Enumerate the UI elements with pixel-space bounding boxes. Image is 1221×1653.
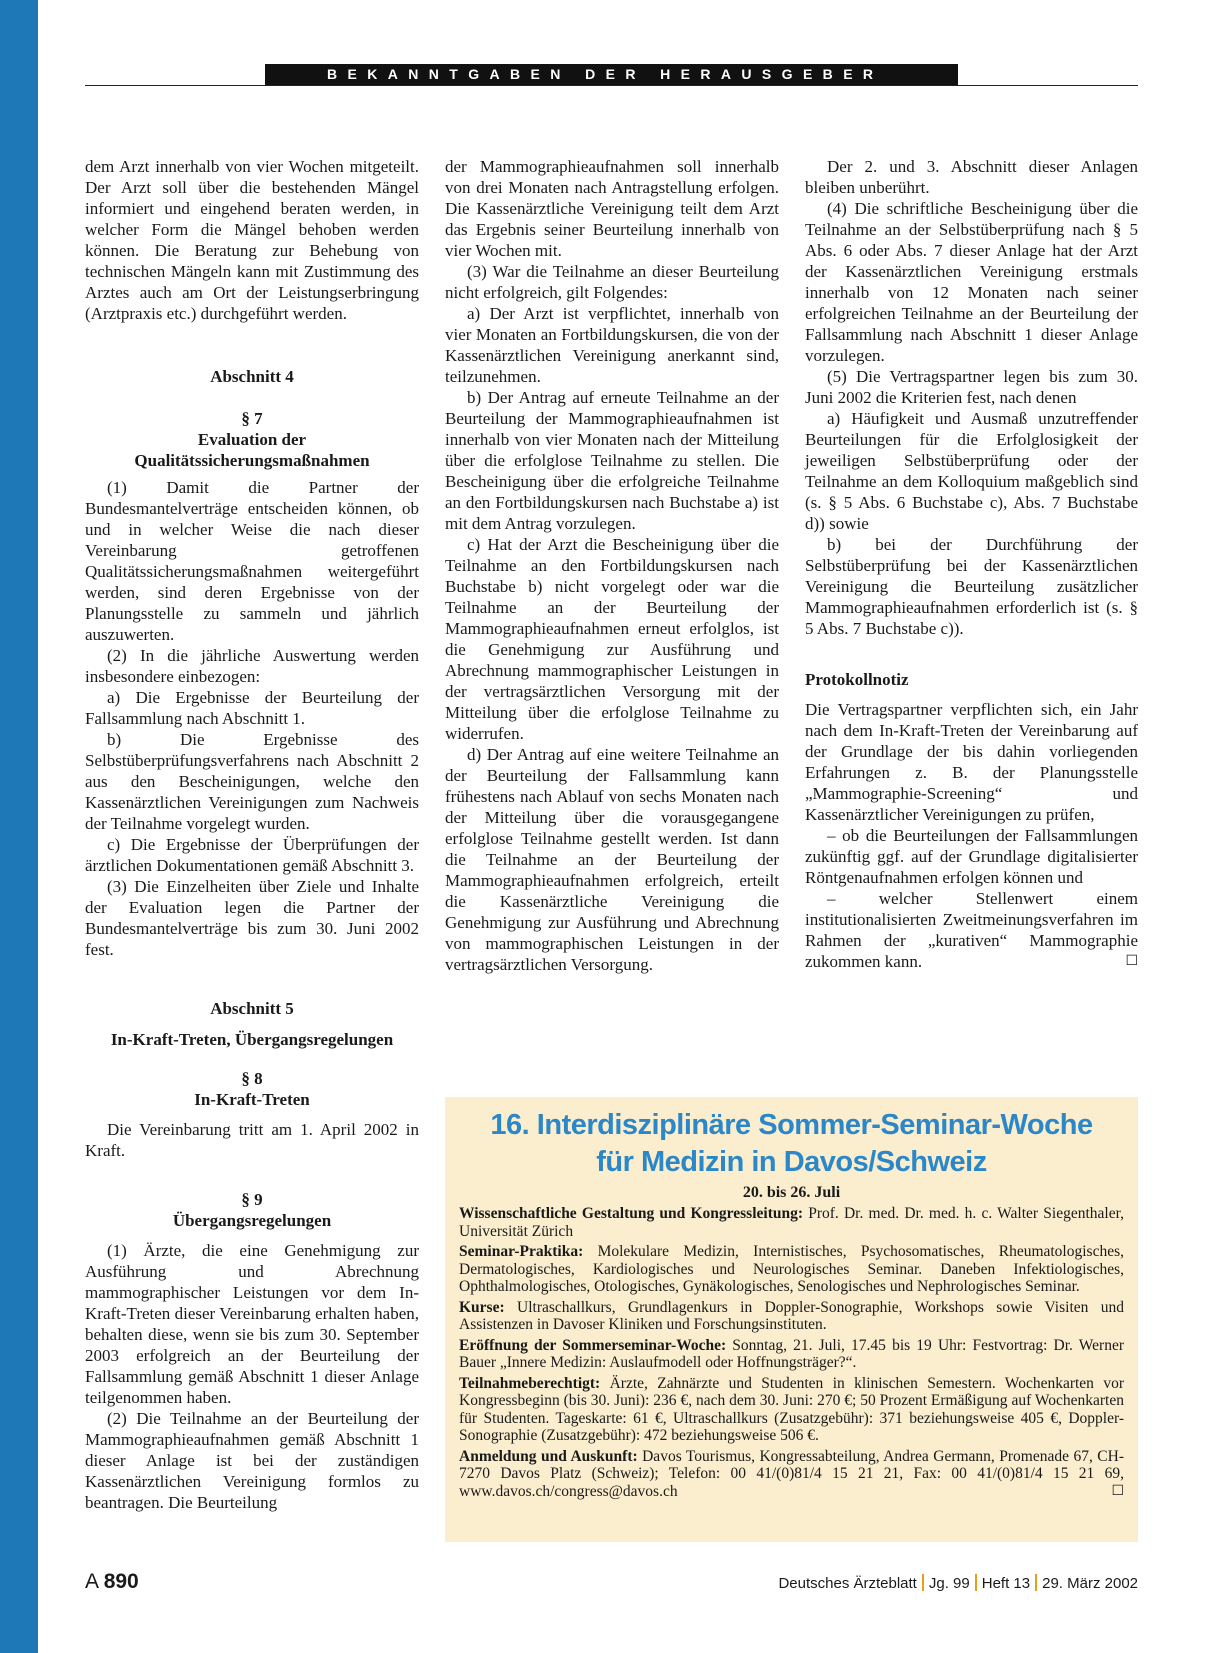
seminar-item [459,1337,1124,1372]
paragraph-text: – welcher Stellenwert einem institutionalisierten Zweitmeinungsverfahren im Rahmen der „kurativen“ Mammographie zukommen kann. [805,889,1138,971]
seminar-title-line2: für Medizin in Davos/Schweiz [596,1146,987,1178]
paragraph: dem Arzt innerhalb von vier Wochen mitgeteilt. Der Arzt soll über die bestehenden Mängel informiert und eingehend beraten werden, in welcher Form die Mängel behoben werden können. Die Beratung zur Behebung von technischen Mängeln kann mit Zustimmung des Arztes auch am Ort der Leistungserbringung (Arztpraxis etc.) durchgeführt werden. [85,157,419,323]
paragraph: (2) Die Teilnahme an der Beurteilung der Mammographieaufnahmen gemäß Abschnitt 1 dieser Anlage ist bei der zuständigen Kassenärztlichen Vereinigung formlos zu beantragen. Die Beurteilung [85,1409,419,1512]
seminar-item [459,1243,1124,1296]
page-prefix: A [85,1570,98,1593]
text-column-1 [85,156,419,1513]
section-heading: Abschnitt 4 [210,367,294,386]
text-column-3 [805,156,1138,972]
seminar-item-label: Wissenschaftliche Gestaltung und Kongressleitung: [459,1205,804,1222]
journal-issue: Heft 13 [981,1575,1031,1592]
paragraph: a) Häufigkeit und Ausmaß unzutreffender Beurteilungen für die Erfolglosigkeit der jeweiligen Selbstüberprüfung oder der Teilnahme an dem Kolloquium maßgeblich sind (s. § 5 Abs. 6 Buchstabe c), Abs. 7 Buchstabe d)) sowie [805,409,1138,533]
paragraph: b) Der Antrag auf erneute Teilnahme an der Beurteilung der Mammographieaufnahmen ist innerhalb von vier Monaten nach der Mitteilung über die erfolglose Teilnahme zu stellen. Die Bescheinigung über die erfolgreiche Teilnahme an den Fortbildungskursen nach Buchstabe a) ist mit dem Antrag vorzulegen. [445,388,779,533]
paragraph: (1) Damit die Partner der Bundesmantelverträge entscheiden können, ob und in welcher Weise die nach dieser Vereinbarung getroffenen Qualitätssicherungsmaßnahmen weitergeführt werden, sind deren Ergebnisse von der Planungsstelle zu sammeln und jährlich auszuwerten. [85,478,419,644]
paragraph: der Mammographieaufnahmen soll innerhalb von drei Monaten nach Antragstellung erfolgen. Die Kassenärztliche Vereinigung teilt dem Arzt das Ergebnis seiner Beurteilung innerhalb von vier Wochen mit. [445,157,779,260]
seminar-item-text: Prof. Dr. med. Dr. med. h. c. Walter Siegenthaler, Universität Zürich [459,1205,1124,1240]
paragraph: c) Hat der Arzt die Bescheinigung über die Teilnahme an den Fortbildungskursen nach Buchstabe b) nicht vorgelegt oder war die Teilnahme an der Beurteilung der Mammographieaufnahmen erneut erfolglos, ist die Genehmigung zur Ausführung und Abrechnung mammographischer Leistungen in der vertragsärztlichen Versorgung mit der Mitteilung über die erfolglose Teilnahme zu widerrufen. [445,535,779,743]
seminar-item [459,1299,1124,1334]
paragraph: (3) War die Teilnahme an dieser Beurteilung nicht erfolgreich, gilt Folgendes: [445,262,779,302]
sidebar-stripe [0,0,38,1653]
paragraph: b) Die Ergebnisse des Selbstüberprüfungsverfahrens nach Abschnitt 2 aus den Bescheinigungen, welche den Kassenärztlichen Vereinigungen zum Nachweis der Teilnahme vorgelegt wurden. [85,730,419,833]
paragraph: d) Der Antrag auf eine weitere Teilnahme an der Beurteilung der Fallsammlung kann frühestens nach Ablauf von sechs Monaten nach der Mitteilung über die vorausgegangene erfolglose Teilnahme gestellt werden. Ist dann die Teilnahme an der Beurteilung der Mammographieaufnahmen erfolgreich, erteilt die Kassenärztliche Vereinigung die Genehmigung zur Ausführung und Abrechnung von mammographischen Leistungen in der vertragsärztlichen Versorgung. [445,745,779,974]
seminar-item-label: Seminar-Praktika: [459,1243,584,1260]
protokoll-heading: Protokollnotiz [805,670,909,689]
seminar-title-line1: 16. Interdisziplinäre Sommer-Seminar-Woche [490,1109,1093,1141]
section-banner: BEKANNTGABEN DER HERAUSGEBER [265,64,958,85]
page-number-value: 890 [103,1570,139,1593]
section-heading: Abschnitt 5 [210,999,294,1018]
seminar-item-text: Sonntag, 21. Juli, 17.45 bis 19 Uhr: Festvortrag: Dr. Werner Bauer „Innere Medizin: Auslaufmodell oder Hoffnungsträger?“. [459,1336,1125,1371]
journal-date: 29. März 2002 [1042,1575,1138,1592]
seminar-item-text: Molekulare Medizin, Internistisches, Psychosomatisches, Rheumatologisches, Dermatologisches, Kardiologisches und Neurologisches Seminar. Daneben Infektiologisches, Ophthalmologisches, Otologisches, Gynäkologisches, Senologisches und Nephrologisches Seminar. [459,1243,1124,1295]
text-column-2 [445,156,779,975]
seminar-item-text: Davos Tourismus, Kongressabteilung, Andrea Germann, Promenade 67, CH-7270 Davos Platz (Schweiz); Telefon: 00 41/(0)81/4 15 21 21, Fax: 00 41/(0)81/4 15 21 69, www.davos.ch/congress@davos.ch [459,1447,1124,1500]
paragraph: – ob die Beurteilungen der Fallsammlungen zukünftig ggf. auf der Grundlage digitalisierter Röntgenaufnahmen erfolgen können und [805,826,1138,887]
paragraph: c) Die Ergebnisse der Überprüfungen der ärztlichen Dokumentationen gemäß Abschnitt 3. [85,835,419,875]
paragraph-title: Übergangsregelungen [172,1211,332,1230]
header-rule [85,85,1138,86]
seminar-item-text: Ärzte, Zahnärzte und Studenten in klinischen Semestern. Wochenkarten vor Kongressbeginn (bis 30. Juni): 236 €, nach dem 30. Juni: 270 €; 50 Prozent Ermäßigung auf Wochenkarten für Studenten. Tageskarte: 61 €, Ultraschallkurs (Zusatzgebühr): 371 beziehungsweise 405 €, Doppler-Sonographie (Zusatzgebühr): 472 beziehungsweise 506 €. [459,1374,1124,1444]
paragraph: Die Vereinbarung tritt am 1. April 2002 in Kraft. [85,1120,419,1160]
seminar-item [459,1205,1124,1240]
seminar-item-label: Eröffnung der Sommerseminar-Woche: [459,1336,727,1354]
journal-info [778,1574,1138,1594]
seminar-item [459,1375,1124,1445]
paragraph: (2) In die jährliche Auswertung werden insbesondere einbezogen: [85,646,419,686]
paragraph [805,888,1138,972]
seminar-item-text: Ultraschallkurs, Grundlagenkurs in Doppler-Sonographie, Workshops sowie Visiten und Assistenzen in Davoser Kliniken und Forschungsinstituten. [459,1298,1124,1333]
paragraph-title: In-Kraft-Treten [194,1090,310,1109]
section-title: In-Kraft-Treten, Übergangsregelungen [110,1030,394,1049]
separator [975,1574,977,1591]
paragraph: a) Der Arzt ist verpflichtet, innerhalb von vier Monaten an Fortbildungskursen, die von der Kassenärztlichen Vereinigung anerkannt sind, teilzunehmen. [445,304,779,386]
seminar-item-label: Anmeldung und Auskunft: [459,1447,638,1465]
paragraph-title: Evaluation der Qualitätssicherungsmaßnahmen [134,430,370,470]
separator [1035,1574,1037,1591]
page-number [85,1568,139,1596]
end-mark-icon: ☐ [1125,953,1138,969]
seminar-item-label: Teilnahmeberechtigt: [459,1374,601,1392]
journal-volume: Jg. 99 [928,1575,970,1592]
end-mark-icon: ☐ [1111,1482,1124,1499]
paragraph: Der 2. und 3. Abschnitt dieser Anlagen bleiben unberührt. [805,157,1138,197]
seminar-date: 20. bis 26. Juli [742,1184,841,1201]
paragraph: b) bei der Durchführung der Selbstüberprüfung bei der Kassenärztlichen Vereinigung die Beurteilung zusätzlicher Mammographieaufnahmen erforderlich ist (s. § 5 Abs. 7 Buchstabe c)). [805,535,1138,638]
seminar-item-label: Kurse: [459,1298,505,1316]
paragraph-number: § 8 [241,1069,263,1088]
paragraph: Die Vertragspartner verpflichten sich, ein Jahr nach dem In-Kraft-Treten der Vereinbarung auf der Grundlage der bis dahin vorliegenden Erfahrungen z. B. der Planungsstelle „Mammographie-Screening“ und Kassenärztlicher Vereinigungen zu prüfen, [805,700,1138,824]
paragraph: (5) Die Vertragspartner legen bis zum 30. Juni 2002 die Kriterien fest, nach denen [805,367,1138,407]
seminar-item [459,1448,1124,1501]
paragraph: a) Die Ergebnisse der Beurteilung der Fallsammlung nach Abschnitt 1. [85,688,419,728]
paragraph-number: § 9 [241,1190,263,1209]
seminar-announcement [445,1097,1138,1542]
journal-name: Deutsches Ärzteblatt [778,1575,917,1592]
paragraph: (3) Die Einzelheiten über Ziele und Inhalte der Evaluation legen die Partner der Bundesmantelverträge bis zum 30. Juni 2002 fest. [85,877,419,959]
separator [922,1574,924,1591]
paragraph: (4) Die schriftliche Bescheinigung über die Teilnahme an der Selbstüberprüfung nach § 5 Abs. 6 oder Abs. 7 dieser Anlage hat der Arzt der Kassenärztlichen Vereinigung erstmals innerhalb von 12 Monaten nach seiner erfolgreichen Teilnahme an der Beurteilung der Fallsammlung nach Abschnitt 1 dieser Anlage vorzulegen. [805,199,1138,365]
paragraph: (1) Ärzte, die eine Genehmigung zur Ausführung und Abrechnung mammographischer Leistungen vor dem In-Kraft-Treten dieser Vereinbarung erhalten haben, behalten diese, wenn sie bis zum 30. September 2003 erfolgreich an der Beurteilung der Fallsammlung gemäß Abschnitt 1 dieser Anlage teilgenommen haben. [85,1241,419,1407]
paragraph-number: § 7 [241,409,263,428]
